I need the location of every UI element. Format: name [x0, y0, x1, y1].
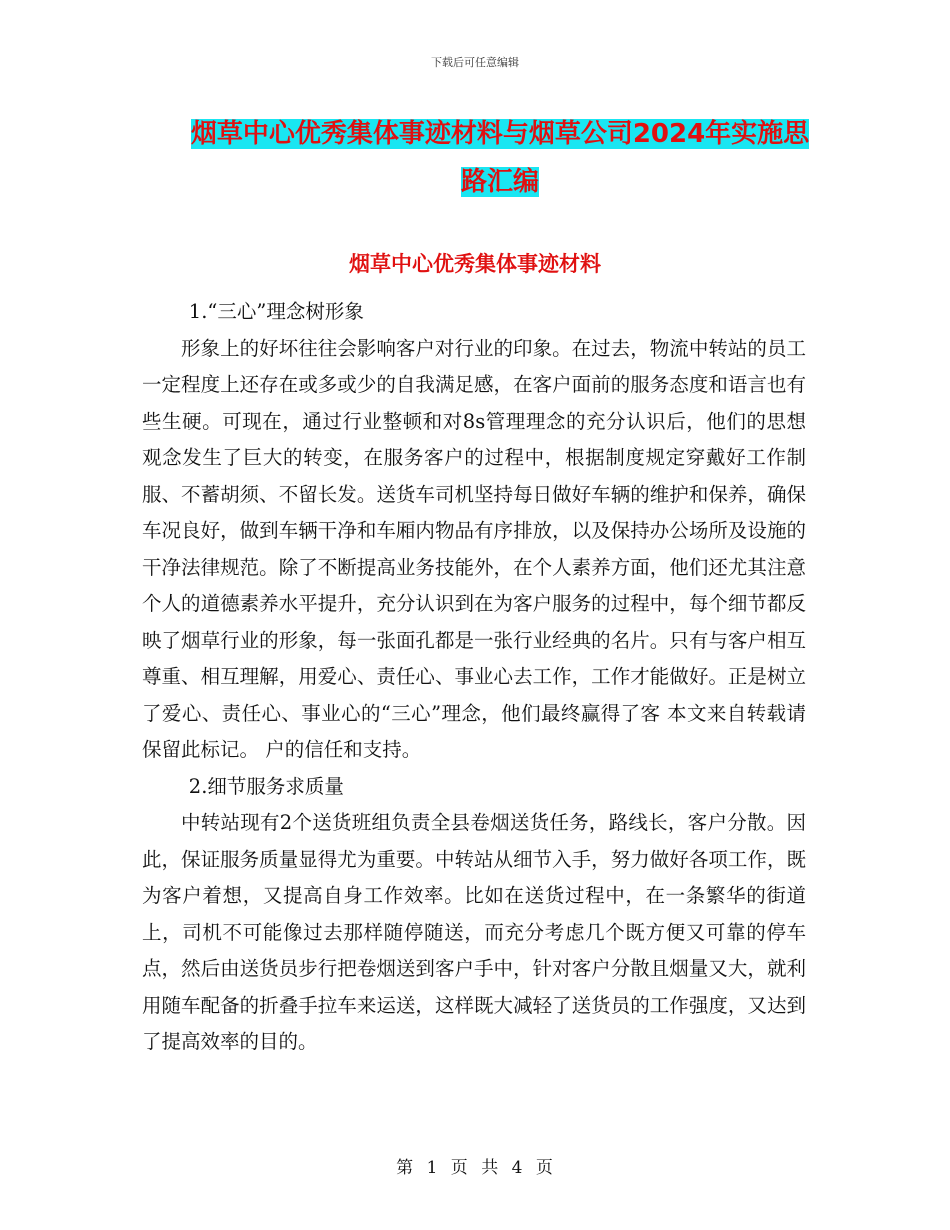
header-note: 下载后可任意编辑	[431, 56, 519, 69]
section-title: 烟草中心优秀集体事迹材料	[349, 252, 601, 276]
paragraph-heading-1: 1.“三心”理念树形象	[188, 300, 364, 323]
page-number-footer: 第 1 页 共 4 页	[396, 1158, 554, 1178]
body-text	[142, 294, 806, 1061]
document-title-line-1: 烟草中心优秀集体事迹材料与烟草公司2024年实施思	[190, 119, 810, 149]
paragraph-body-1: 形象上的好坏往往会影响客户对行业的印象。在过去，物流中转站的员工一定程度上还存在或多或少的自我满足感，在客户面前的服务态度和语言也有些生硬。可现在，通过行业整顿和对8s管理理念的充分认识后，他们的思想观念发生了巨大的转变，在服务客户的过程中，根据制度规定穿戴好工作制服、不蓄胡须、不留长发。送货车司机坚持每日做好车辆的维护和保养，确保车况良好，做到车辆干净和车厢内物品有序排放，以及保持办公场所及设施的干净法律规范。除了不断提高业务技能外，在个人素养方面，他们还尤其注意个人的道德素养水平提升，充分认识到在为客户服务的过程中，每个细节都反映了烟草行业的形象，每一张面孔都是一张行业经典的名片。只有与客户相互尊重、相互理解，用爱心、责任心、事业心去工作，工作才能做好。正是树立了爱心、责任心、事业心的“三心”理念，他们最终赢得了客 本文来自转载请保留此标记。 户的信任和支持。	[142, 336, 806, 761]
paragraph-body-2: 中转站现有2个送货班组负责全县卷烟送货任务，路线长，客户分散。因此，保证服务质量显得尤为重要。中转站从细节入手，努力做好各项工作，既为客户着想，又提高自身工作效率。比如在送货过程中，在一条繁华的街道上，司机不可能像过去那样随停随送，而充分考虑几个既方便又可靠的停车点，然后由送货员步行把卷烟送到客户手中，针对客户分散且烟量又大，就利用随车配备的折叠手拉车来运送，这样既大减轻了送货员的工作强度，又达到了提高效率的目的。	[142, 811, 806, 1053]
document-title	[140, 110, 860, 206]
paragraph-heading-2: 2.细节服务求质量	[188, 774, 344, 798]
document-title-line-2: 路汇编	[460, 167, 539, 197]
